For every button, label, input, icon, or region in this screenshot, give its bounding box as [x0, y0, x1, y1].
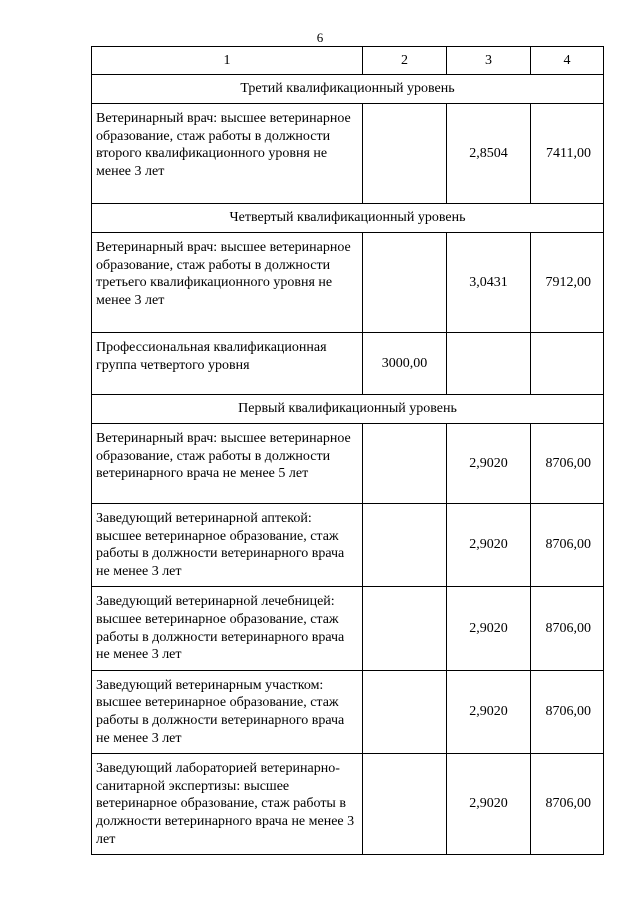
salary-cell: 8706,00 — [531, 670, 604, 753]
base-salary-cell — [363, 504, 447, 587]
coefficient-cell: 2,9020 — [447, 504, 531, 587]
table-row — [92, 587, 604, 670]
salary-cell: 8706,00 — [531, 754, 604, 855]
position-description: Заведующий ветеринарным участком: высшее ветеринарное образование, стаж работы в должности ветеринарного врача не менее 3 лет — [92, 670, 363, 753]
position-description: Заведующий ветеринарной аптекой: высшее ветеринарное образование, стаж работы в должности ветеринарного врача не менее 3 лет — [92, 504, 363, 587]
header-col-1: 1 — [92, 47, 363, 75]
level-title: Третий квалификационный уровень — [92, 75, 604, 104]
position-description: Ветеринарный врач: высшее ветеринарное образование, стаж работы в должности третьего квалификационного уровня не менее 3 лет — [92, 233, 363, 333]
position-description: Заведующий лабораторией ветеринарно-санитарной экспертизы: высшее ветеринарное образование, стаж работы в должности ветеринарного врача не менее 3 лет — [92, 754, 363, 855]
header-col-4: 4 — [531, 47, 604, 75]
table-row — [92, 424, 604, 504]
header-col-2: 2 — [363, 47, 447, 75]
position-description: Ветеринарный врач: высшее ветеринарное образование, стаж работы в должности ветеринарного врача не менее 5 лет — [92, 424, 363, 504]
salary-cell: 7411,00 — [531, 104, 604, 204]
table-row — [92, 104, 604, 204]
header-col-3: 3 — [447, 47, 531, 75]
coefficient-cell — [447, 333, 531, 395]
coefficient-cell: 2,9020 — [447, 424, 531, 504]
level-row — [92, 75, 604, 104]
base-salary-cell — [363, 233, 447, 333]
position-description: Профессиональная квалификационная группа четвертого уровня — [92, 333, 363, 395]
base-salary-cell — [363, 104, 447, 204]
base-salary-cell — [363, 754, 447, 855]
table-row — [92, 504, 604, 587]
salary-cell — [531, 333, 604, 395]
salary-cell: 8706,00 — [531, 587, 604, 670]
table-row — [92, 333, 604, 395]
level-row — [92, 204, 604, 233]
level-title: Четвертый квалификационный уровень — [92, 204, 604, 233]
base-salary-cell: 3000,00 — [363, 333, 447, 395]
base-salary-cell — [363, 587, 447, 670]
coefficient-cell: 3,0431 — [447, 233, 531, 333]
position-description: Заведующий ветеринарной лечебницей: высшее ветеринарное образование, стаж работы в должности ветеринарного врача не менее 3 лет — [92, 587, 363, 670]
base-salary-cell — [363, 424, 447, 504]
coefficient-cell: 2,8504 — [447, 104, 531, 204]
page-number: 6 — [316, 30, 324, 45]
table-row — [92, 754, 604, 855]
level-title: Первый квалификационный уровень — [92, 395, 604, 424]
position-description: Ветеринарный врач: высшее ветеринарное образование, стаж работы в должности второго квалификационного уровня не менее 3 лет — [92, 104, 363, 204]
salary-cell: 8706,00 — [531, 424, 604, 504]
salary-cell: 8706,00 — [531, 504, 604, 587]
coefficient-cell: 2,9020 — [447, 587, 531, 670]
base-salary-cell — [363, 670, 447, 753]
table-row — [92, 670, 604, 753]
salary-cell: 7912,00 — [531, 233, 604, 333]
coefficient-cell: 2,9020 — [447, 670, 531, 753]
salary-table — [91, 46, 604, 855]
table-row — [92, 233, 604, 333]
table-header-row — [92, 47, 604, 75]
coefficient-cell: 2,9020 — [447, 754, 531, 855]
level-row — [92, 395, 604, 424]
